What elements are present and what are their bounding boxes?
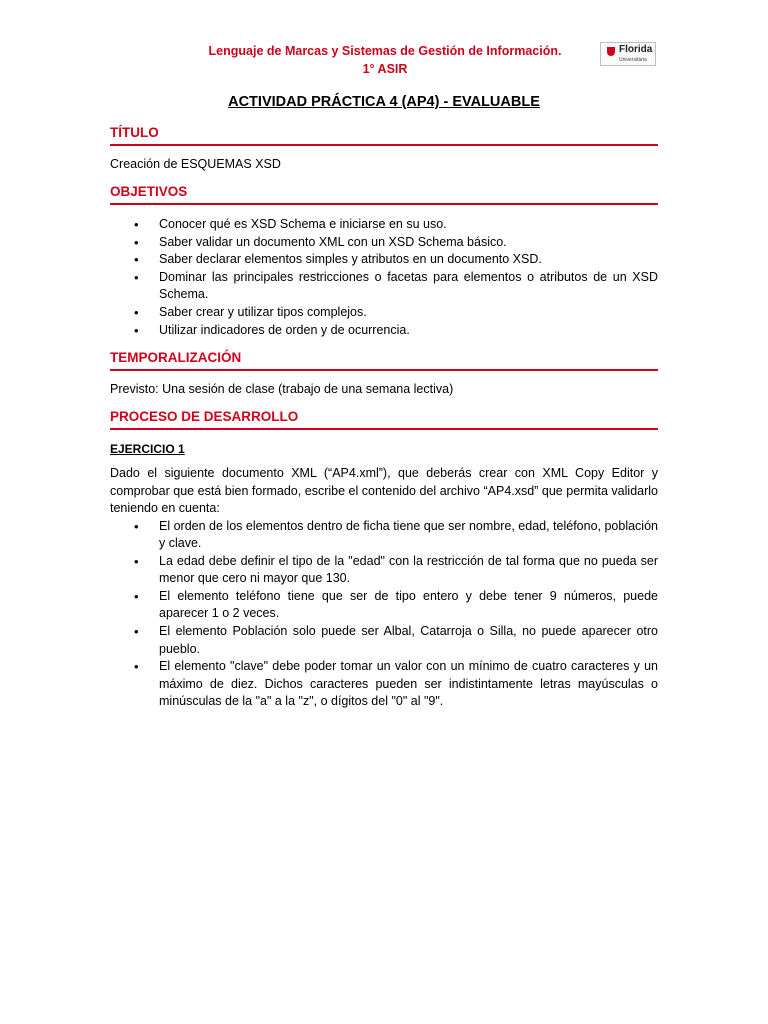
- section-titulo: [110, 124, 658, 174]
- section-heading: TEMPORALIZACIÓN: [110, 349, 658, 371]
- page-header: [110, 42, 658, 78]
- list-item: • Utilizar indicadores de orden y de ocurrencia.: [110, 322, 658, 340]
- list-item: • El orden de los elementos dentro de ficha tiene que ser nombre, edad, teléfono, población y clave.: [110, 518, 658, 553]
- header-course: 1° ASIR: [362, 62, 408, 76]
- list-item: • El elemento teléfono tiene que ser de tipo entero y debe tener 9 números, puede aparecer 1 o 2 veces.: [110, 588, 658, 623]
- list-item: • El elemento Población solo puede ser Albal, Catarroja o Silla, no puede aparecer otro pueblo.: [110, 623, 658, 658]
- header-subject: Lenguaje de Marcas y Sistemas de Gestión de Información.: [208, 44, 562, 58]
- list-item: • Saber crear y utilizar tipos complejos.: [110, 304, 658, 322]
- logo-subtitle: Universitària: [619, 57, 647, 63]
- ejercicio-title: EJERCICIO 1: [110, 442, 185, 456]
- document-title: ACTIVIDAD PRÁCTICA 4 (AP4) - EVALUABLE: [228, 94, 540, 110]
- logo-name: Florida: [619, 44, 653, 55]
- list-item: • El elemento "clave" debe poder tomar un valor con un mínimo de cuatro caracteres y un máximo de diez. Dichos caracteres pueden ser indistintamente letras mayúsculas o minúsculas de la "a" a la "z", o dígitos del "0" al "9".: [110, 658, 658, 711]
- temporalizacion-text: Previsto: Una sesión de clase (trabajo de una semana lectiva): [110, 382, 454, 396]
- section-proceso: [110, 408, 658, 711]
- list-item: • La edad debe definir el tipo de la "edad" con la restricción de tal forma que no pueda ser menor que cero ni mayor que 130.: [110, 553, 658, 588]
- list-item: • Conocer qué es XSD Schema e iniciarse en su uso.: [110, 216, 658, 234]
- list-item: • Saber declarar elementos simples y atributos en un documento XSD.: [110, 251, 658, 269]
- list-item: • Saber validar un documento XML con un XSD Schema básico.: [110, 234, 658, 252]
- section-heading: TÍTULO: [110, 124, 658, 146]
- section-heading: OBJETIVOS: [110, 183, 658, 205]
- ejercicio-intro: Dado el siguiente documento XML (“AP4.xml”), que deberás crear con XML Copy Editor y comprobar que está bien formado, escribe el contenido del archivo “AP4.xsd” que permita validarlo teniendo en cuenta:: [110, 466, 658, 515]
- section-objetivos: [110, 183, 658, 339]
- list-item: • Dominar las principales restricciones o facetas para elementos o atributos de un XSD Schema.: [110, 269, 658, 304]
- shield-icon: [607, 47, 615, 56]
- objetivos-list: [110, 216, 658, 339]
- florida-logo: [600, 42, 656, 66]
- titulo-text: Creación de ESQUEMAS XSD: [110, 157, 281, 171]
- header-text: [200, 42, 570, 78]
- section-heading: PROCESO DE DESARROLLO: [110, 408, 658, 430]
- section-temporalizacion: [110, 349, 658, 399]
- ejercicio-list: [110, 518, 658, 712]
